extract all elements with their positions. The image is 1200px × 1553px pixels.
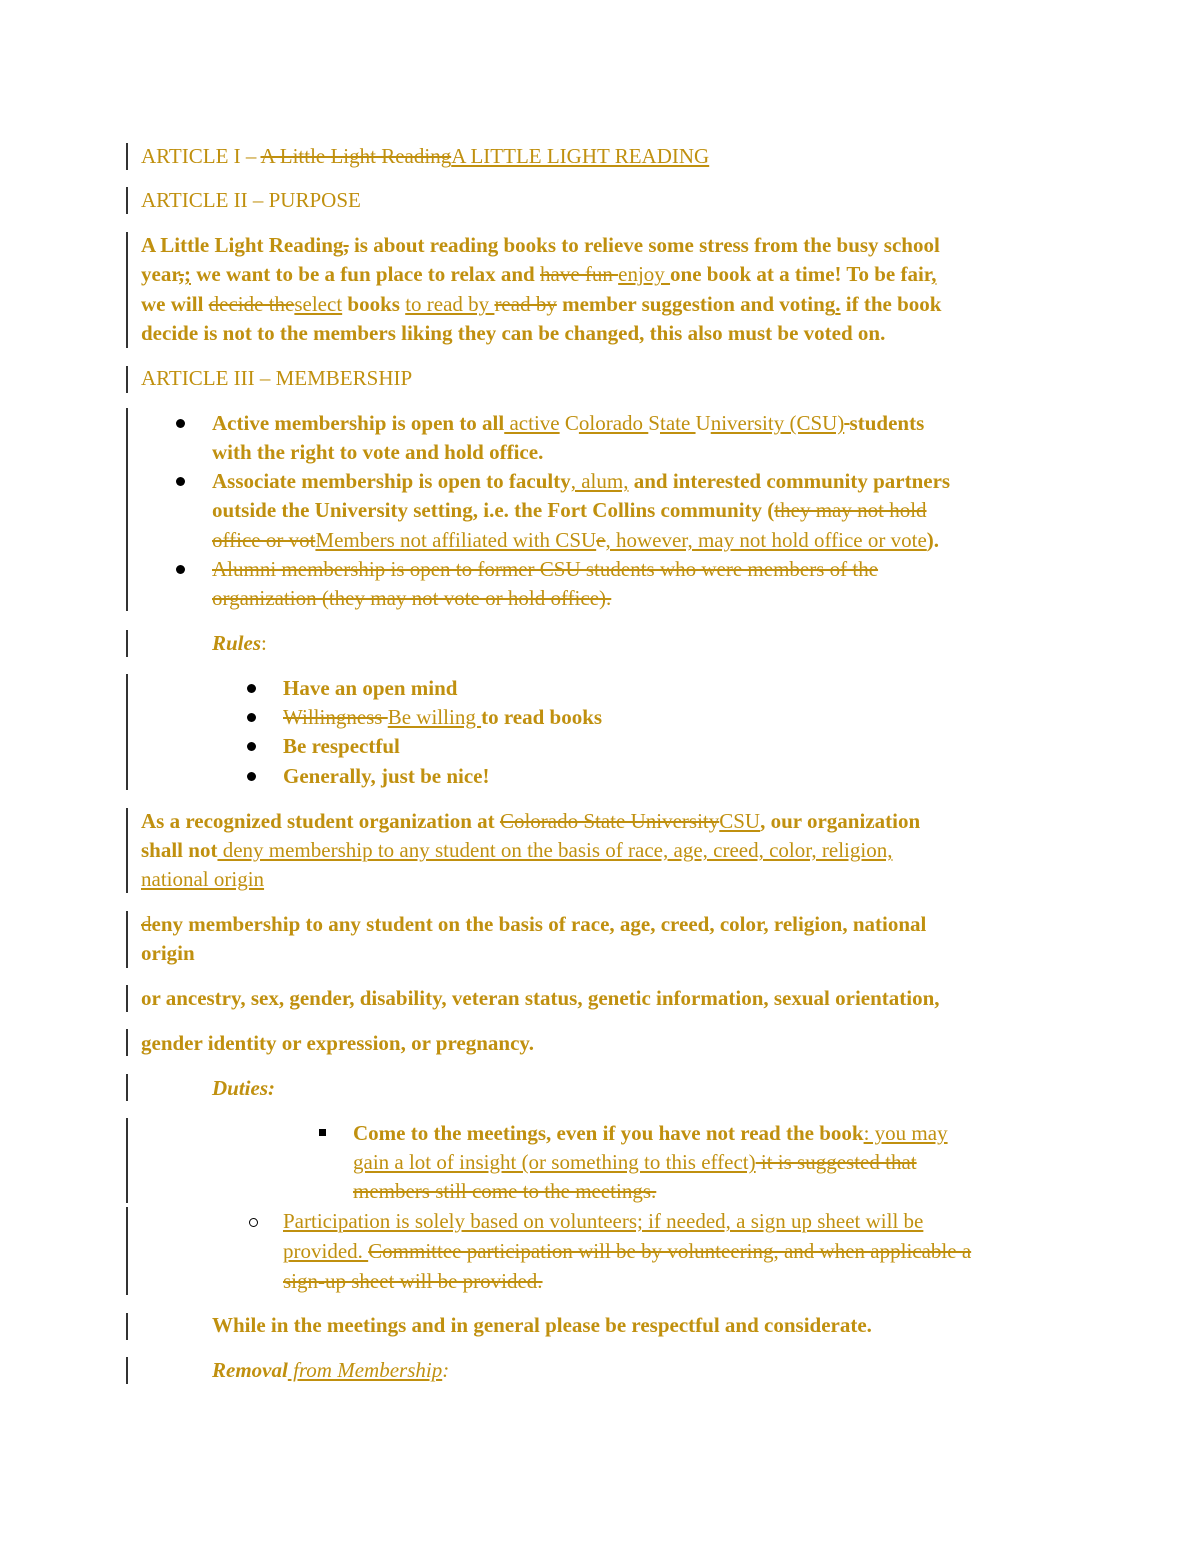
text-run: Come to the meetings, even if you have not read the book	[353, 1121, 864, 1145]
membership-alumni-line-1	[212, 555, 878, 583]
membership-active-line-2	[212, 438, 543, 466]
text-run: eny membership to any student on the basis of race, age, creed, color, religion, national	[151, 912, 927, 936]
recognition-line-1	[141, 807, 920, 835]
duty-2-line-2	[283, 1237, 971, 1265]
inserted-text: active	[504, 411, 560, 435]
text-run: books	[342, 292, 406, 316]
deleted-text: sign-up sheet will be provided.	[283, 1269, 543, 1293]
text-run: we want to be a fun place to relax and	[190, 262, 540, 286]
inserted-text: provided.	[283, 1239, 369, 1263]
deleted-text: they may not hold	[774, 498, 927, 522]
bullet-icon	[176, 565, 185, 574]
inserted-text: ,	[931, 262, 937, 286]
text-run: member suggestion and voting	[556, 292, 836, 316]
text-run: to read books	[481, 705, 603, 729]
duty-2-line-3	[283, 1267, 543, 1295]
change-bar	[126, 808, 128, 893]
change-bar	[126, 143, 128, 170]
text-run: :	[261, 631, 267, 655]
deleted-text: Committee participation will be by volunteering, and when applicable a	[368, 1239, 972, 1263]
deleted-text: it is suggested that	[755, 1150, 917, 1174]
inserted-text: olorado	[578, 411, 649, 435]
deleted-text: d	[141, 912, 152, 936]
text-run: if the book	[840, 292, 942, 316]
text-run: or ancestry, sex, gender, disability, veteran status, genetic information, sexual orientation,	[141, 986, 940, 1010]
text-run: is about reading books to relieve some stress from the busy school	[348, 233, 940, 257]
bullet-icon	[247, 713, 256, 722]
deleted-text: read by	[494, 292, 557, 316]
change-bar	[126, 366, 128, 393]
membership-associate-line-2	[212, 496, 927, 524]
text-run: While in the meetings and in general please be respectful and considerate.	[212, 1313, 872, 1337]
article-1-heading	[141, 142, 709, 170]
text-run: ).	[926, 528, 940, 552]
membership-alumni-line-2	[212, 584, 611, 612]
inserted-text: Be willing	[387, 705, 482, 729]
deleted-text: Colorado State University	[499, 809, 720, 833]
text-run: S	[648, 411, 660, 435]
deleted-text: have fun	[540, 262, 619, 286]
purpose-line-3	[141, 290, 941, 318]
text-run: :	[442, 1358, 450, 1382]
bullet-icon	[176, 477, 185, 486]
bullet-icon	[176, 419, 185, 428]
purpose-line-1	[141, 231, 940, 259]
duty-2-line-1	[283, 1207, 923, 1235]
membership-active-line-1	[212, 409, 924, 437]
change-bar	[126, 630, 128, 657]
deleted-text: Willingness	[283, 705, 388, 729]
change-bar	[126, 1118, 128, 1203]
bullet-icon	[247, 772, 256, 781]
text-run: one book at a time! To be fair	[670, 262, 932, 286]
inserted-text: : you may	[863, 1121, 948, 1145]
inserted-text: CSU	[719, 809, 761, 833]
recognition-line-2	[141, 836, 892, 864]
article-3-heading	[141, 364, 412, 392]
deleted-text: A Little Light Reading	[260, 144, 452, 168]
change-bar	[126, 1313, 128, 1340]
change-bar	[126, 674, 128, 790]
text-run: Removal	[212, 1358, 288, 1382]
inserted-text: enjoy	[618, 262, 671, 286]
removal-heading	[212, 1356, 449, 1384]
text-run: Associate membership is open to faculty	[212, 469, 571, 493]
change-bar	[126, 1029, 128, 1056]
bullet-icon	[247, 742, 256, 751]
article-3-label: ARTICLE III – MEMBERSHIP	[141, 366, 413, 390]
duty-1-line-1	[353, 1119, 948, 1147]
recognition-line-3	[141, 865, 264, 893]
change-bar	[126, 1207, 128, 1295]
duty-1-line-2	[353, 1148, 917, 1176]
text-run: shall not	[141, 838, 218, 862]
text-run: Active membership is open to all	[212, 411, 505, 435]
closing-statement	[212, 1311, 872, 1339]
inserted-text: tate	[659, 411, 696, 435]
circle-bullet-icon	[249, 1218, 258, 1227]
text-run: A Little Light Reading	[141, 233, 344, 257]
article-1-label: ARTICLE I –	[141, 144, 261, 168]
purpose-line-2	[141, 260, 936, 288]
text-run: outside the University setting, i.e. the Fort Collins community (	[212, 498, 775, 522]
deleted-text: Alumni membership is open to former CSU students who were members of the	[212, 557, 879, 581]
rule-item	[283, 703, 602, 731]
change-bar	[126, 911, 128, 968]
change-bar	[126, 1074, 128, 1101]
duties-heading	[212, 1074, 275, 1102]
inserted-text: Participation is solely based on volunteers; if needed, a sign up sheet will be	[283, 1209, 924, 1233]
inserted-text: Members not affiliated with CSU	[315, 528, 597, 552]
duty-1-line-3	[353, 1177, 656, 1205]
inserted-text: niversity (CSU)	[710, 411, 845, 435]
inserted-text: , alum,	[570, 469, 629, 493]
inserted-text: deny membership to any student on the basis of race, age, creed, color, religion,	[217, 838, 893, 862]
inserted-text: .	[835, 292, 841, 316]
purpose-line-4	[141, 319, 885, 347]
inserted-text: , however, may not hold office or vote	[605, 528, 927, 552]
square-bullet-icon	[319, 1129, 326, 1136]
text-run: decide is not to the members liking they can be changed, this also must be voted on.	[141, 321, 886, 345]
recognition-para-3	[141, 984, 940, 1012]
deleted-text: organization (they may not vote or hold office).	[212, 586, 612, 610]
inserted-text: select	[294, 292, 343, 316]
deleted-text: ,	[178, 262, 184, 286]
change-bar	[126, 187, 128, 214]
inserted-text: from Membership	[287, 1358, 443, 1382]
deleted-text: decide the	[208, 292, 295, 316]
text-run: , our organization	[760, 809, 921, 833]
change-bar	[126, 985, 128, 1012]
recognition-para-4	[141, 1029, 534, 1057]
text-run: C	[559, 411, 579, 435]
text-run: we will	[141, 292, 209, 316]
inserted-text: national origin	[141, 867, 265, 891]
rules-label: Rules	[212, 631, 262, 655]
change-bar	[126, 1357, 128, 1384]
deleted-text: e	[596, 528, 606, 552]
deleted-text: members still come to the meetings.	[353, 1179, 657, 1203]
rules-heading	[212, 629, 267, 657]
inserted-text: ;	[183, 262, 191, 286]
text-run: Be respectful	[283, 734, 400, 758]
article-2-heading	[141, 186, 361, 214]
change-bar	[126, 408, 128, 611]
bullet-icon	[247, 684, 256, 693]
recognition-para-2-line-1	[141, 910, 926, 938]
inserted-text: to read by	[405, 292, 495, 316]
rule-item	[283, 674, 457, 702]
duties-label: Duties:	[212, 1076, 275, 1100]
rule-item	[283, 762, 489, 790]
inserted-text: gain a lot of insight (or something to this effect)	[353, 1150, 756, 1174]
membership-associate-line-1	[212, 467, 950, 495]
membership-associate-line-3	[212, 526, 939, 554]
rule-item	[283, 732, 400, 760]
text-run: Have an open mind	[283, 676, 458, 700]
text-run: with the right to vote and hold office.	[212, 440, 544, 464]
text-run: students	[849, 411, 925, 435]
text-run: Generally, just be nice!	[283, 764, 490, 788]
text-run: year	[141, 262, 179, 286]
change-bar	[126, 232, 128, 348]
deleted-text: office or vot	[212, 528, 316, 552]
text-run: U	[695, 411, 711, 435]
article-2-label: ARTICLE II – PURPOSE	[141, 188, 361, 212]
deleted-text: ,	[343, 233, 349, 257]
text-run: gender identity or expression, or pregnancy.	[141, 1031, 534, 1055]
inserted-text: A LITTLE LIGHT READING	[451, 144, 710, 168]
recognition-para-2-line-2	[141, 939, 195, 967]
text-run: As a recognized student organization at	[141, 809, 500, 833]
text-run: and interested community partners	[628, 469, 951, 493]
text-run: origin	[141, 941, 195, 965]
